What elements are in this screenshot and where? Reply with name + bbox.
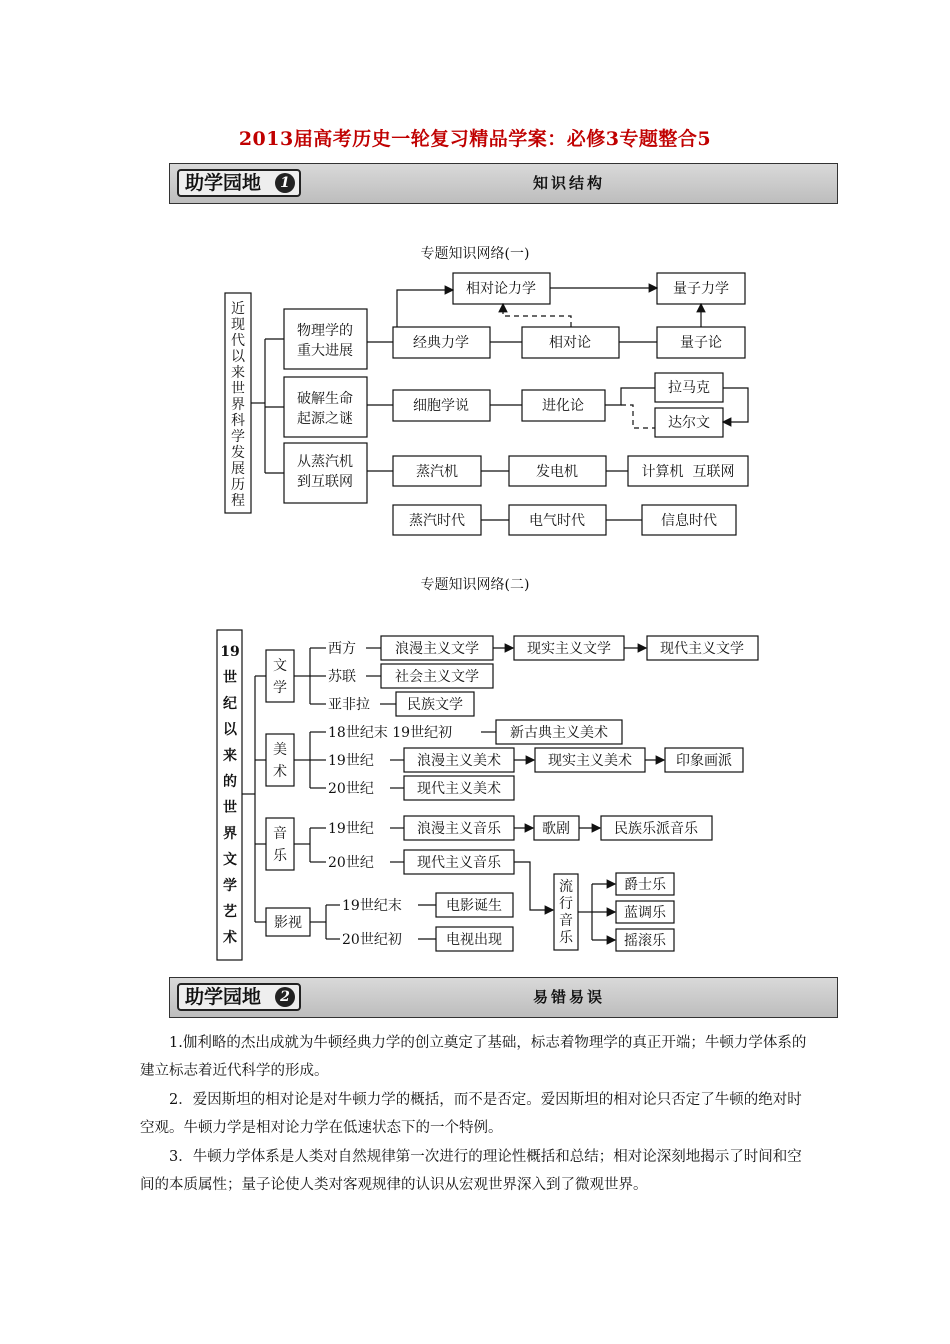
row-label: 西方 [328, 641, 356, 657]
node-relativistic-mechanics: 相对论力学 [466, 281, 536, 297]
row-label: 19世纪末 [342, 898, 402, 914]
category-literature: 学 [273, 680, 287, 696]
category-literature: 文 [273, 658, 287, 674]
root-char: 近 [231, 301, 245, 317]
node-computer-internet: 计算机 互联网 [641, 464, 735, 480]
node: 歌剧 [542, 821, 570, 837]
row-label: 亚非拉 [328, 697, 370, 713]
node-generator: 发电机 [536, 464, 578, 480]
node: 浪漫主义美术 [417, 753, 501, 769]
root-char: 世 [231, 381, 245, 397]
category-music: 音 [273, 826, 287, 842]
root-char: 艺 [223, 904, 237, 920]
node-darwin: 达尔文 [668, 415, 710, 431]
branch-life: 起源之谜 [297, 411, 353, 427]
node: 浪漫主义音乐 [417, 821, 501, 837]
page-title: 2013届高考历史一轮复习精品学案：必修3专题整合5 [238, 128, 712, 150]
node-steam-engine: 蒸汽机 [416, 464, 458, 480]
banner-number-badge: 1 [275, 173, 295, 193]
node: 现实主义文学 [527, 641, 611, 657]
row-label: 19世纪 [328, 753, 374, 769]
root-char: 历 [231, 477, 245, 493]
root-char: 文 [223, 852, 237, 868]
node-cell-theory: 细胞学说 [413, 398, 469, 414]
node: 民族乐派音乐 [614, 821, 698, 837]
branch-life: 破解生命 [297, 391, 353, 407]
banner-tag-text: 助学园地 [185, 172, 262, 194]
node: 现实主义美术 [548, 753, 632, 769]
root-char: 程 [231, 493, 245, 509]
root-char: 来 [223, 748, 237, 764]
node: 社会主义文学 [395, 669, 479, 685]
node: 民族文学 [407, 697, 463, 713]
node: 电影诞生 [446, 898, 502, 914]
network2-caption: 专题知识网络(二) [420, 577, 530, 593]
row-label: 20世纪 [328, 781, 374, 797]
category-art: 美 [273, 742, 287, 758]
root-char: 纪 [223, 696, 237, 712]
popular-music: 流 [559, 879, 573, 895]
node-jazz: 爵士乐 [624, 877, 666, 893]
paragraph: 2．爱因斯坦的相对论是对牛顿力学的概括，而不是否定。爱因斯坦的相对论只否定了牛顿的绝对时空观。牛顿力学是相对论力学在低速状态下的一个特例。 [140, 1092, 802, 1136]
knowledge-network-2 [0, 626, 950, 966]
node-relativity: 相对论 [549, 335, 591, 351]
category-art: 术 [273, 764, 287, 780]
banner-tag [177, 983, 301, 1011]
root-char: 展 [231, 461, 245, 477]
popular-music: 音 [559, 913, 573, 929]
network1-root [231, 301, 246, 509]
node: 现代主义美术 [417, 781, 501, 797]
branch-tech: 到互联网 [297, 474, 353, 490]
node: 印象画派 [676, 753, 732, 769]
root-char: 术 [223, 930, 237, 946]
branch-tech: 从蒸汽机 [297, 454, 353, 470]
root-char: 界 [231, 397, 245, 413]
popular-music: 行 [559, 896, 573, 912]
node-quantum-theory: 量子论 [680, 335, 722, 351]
root-char: 现 [231, 317, 245, 333]
node-lamarck: 拉马克 [668, 380, 710, 396]
node-classical-mechanics: 经典力学 [413, 335, 469, 351]
node-information-age: 信息时代 [661, 513, 717, 529]
node-electric-age: 电气时代 [529, 513, 585, 529]
section-banner-mistakes [169, 977, 838, 1018]
banner-label: 易错易误 [532, 988, 605, 1006]
paragraph: 1.伽利略的杰出成就为牛顿经典力学的创立奠定了基础，标志着物理学的真正开端；牛顿力学体系的建立标志着近代科学的形成。 [140, 1035, 807, 1079]
root-char: 以 [223, 722, 237, 738]
node: 现代主义音乐 [417, 855, 501, 871]
knowledge-network-1 [0, 260, 950, 560]
network1-caption: 专题知识网络(一) [420, 246, 530, 262]
mistakes-list [140, 1030, 808, 1201]
root-char: 以 [231, 349, 245, 365]
row-label: 20世纪初 [342, 932, 402, 948]
category-film: 影视 [274, 915, 302, 931]
root-char: 科 [231, 413, 245, 429]
root-char: 代 [231, 333, 245, 349]
banner-tag-text: 助学园地 [185, 986, 262, 1008]
row-label: 19世纪 [328, 821, 374, 837]
section-banner-knowledge [169, 163, 838, 204]
root-char: 世 [223, 800, 237, 816]
root-char: 的 [223, 774, 237, 790]
node: 新古典主义美术 [510, 725, 608, 741]
banner-number-badge: 2 [275, 987, 295, 1007]
root-char: 世 [223, 670, 237, 686]
root-char: 发 [231, 445, 245, 461]
category-music: 乐 [273, 848, 287, 864]
paragraph: 3．牛顿力学体系是人类对自然规律第一次进行的理论性概括和总结；相对论深刻地揭示了时间和空间的本质属性；量子论使人类对客观规律的认识从宏观世界深入到了微观世界。 [140, 1149, 802, 1193]
node: 现代主义文学 [660, 641, 744, 657]
popular-music: 乐 [559, 930, 573, 946]
row-label: 18世纪末 19世纪初 [328, 725, 453, 741]
branch-physics: 物理学的 [297, 323, 353, 339]
row-label: 20世纪 [328, 855, 374, 871]
row-label: 苏联 [328, 669, 356, 685]
node-quantum-mechanics: 量子力学 [673, 281, 729, 297]
node: 浪漫主义文学 [395, 641, 479, 657]
root-char: 学 [231, 429, 245, 445]
node-steam-age: 蒸汽时代 [409, 513, 465, 529]
node-rock: 摇滚乐 [624, 933, 666, 949]
root-char: 来 [231, 365, 245, 381]
node-evolution: 进化论 [542, 398, 584, 414]
node: 电视出现 [446, 932, 502, 948]
node-blues: 蓝调乐 [624, 905, 666, 921]
banner-label: 知识结构 [532, 174, 605, 192]
root-char: 学 [223, 878, 237, 894]
root-char: 界 [223, 826, 237, 842]
branch-physics: 重大进展 [297, 343, 353, 359]
root-char: 19 [220, 644, 240, 660]
banner-tag [177, 169, 301, 197]
